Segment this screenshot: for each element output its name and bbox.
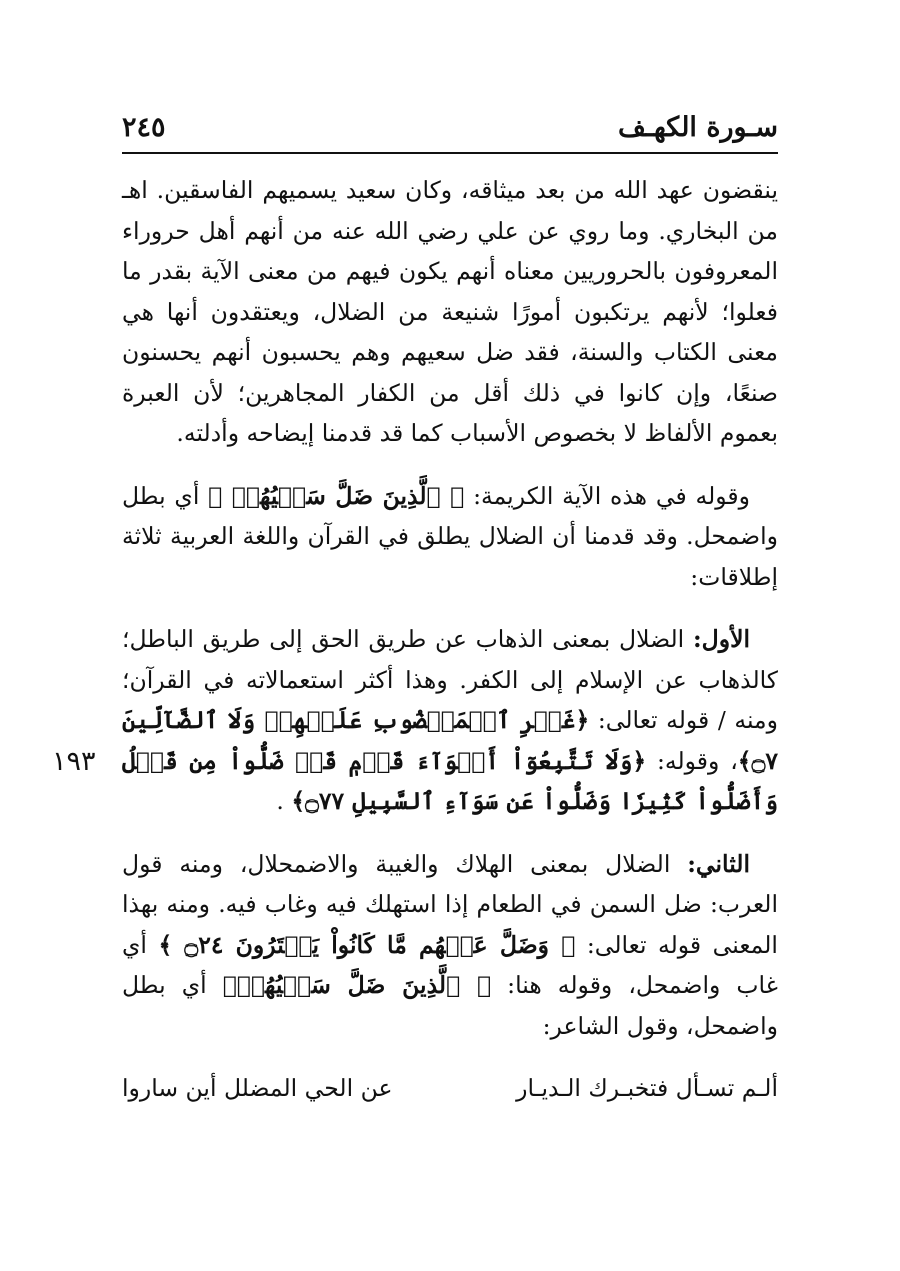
- paragraph-3: [122, 619, 778, 822]
- quran-quote: ﴿ ٱلَّذِينَ ضَلَّ سَعۡيُهُمۡ ﴾: [208, 481, 465, 510]
- paragraph-3-end: .: [276, 787, 284, 815]
- quran-quote: ﴿ ٱلَّذِينَ ضَلَّ سَعۡيُهُمۡ﴾: [222, 971, 492, 999]
- paragraph-4-text2: أي غاب واضمحل، وقوله هنا:: [122, 930, 778, 999]
- second-meaning-label: الثاني:: [687, 849, 750, 878]
- poetry-verse: [122, 1068, 778, 1109]
- quran-quote: ﴿غَيۡرِ ٱلۡمَغۡضُوبِ عَلَيۡهِمۡ وَلَا ٱلضَّآلِّينَ ۝٧﴾: [122, 706, 778, 775]
- margin-page-number: ١٩٣: [52, 746, 96, 777]
- page-body: [122, 170, 778, 1109]
- paragraph-3-text1: الضلال بمعنى الذهاب عن طريق الحق إلى طريق الباطل؛ كالذهاب عن الإسلام إلى الكفر. وهذا أكثر استعمالاته في القرآن؛ ومنه / قوله تعالى:: [122, 625, 778, 734]
- quran-quote: ﴿وَلَا تَتَّبِعُوٓاْ أَهۡوَآءَ قَوۡمٖ قَدۡ ضَلُّواْ مِن قَبۡلُ وَأَضَلُّواْ كَثِيرٗا وَضَلُّواْ عَن سَوَآءِ ٱلسَّبِيلِ ۝٧٧﴾: [122, 746, 778, 815]
- verse-second-hemistich: عن الحي المضلل أين ساروا: [122, 1074, 393, 1102]
- header-rule: [122, 152, 778, 154]
- first-meaning-label: الأول:: [692, 625, 750, 653]
- paragraph-2: [122, 476, 778, 598]
- paragraph-2-lead: وقوله في هذه الآية الكريمة:: [473, 481, 750, 510]
- paragraph-4: [122, 844, 778, 1047]
- paragraph-4-text3: أي بطل واضمحل، وقول الشاعر:: [122, 971, 778, 1040]
- page-number: ٢٤٥: [122, 112, 166, 143]
- surah-title: سـورة الكهـف: [617, 112, 778, 143]
- paragraph-4-text1: الضلال بمعنى الهلاك والغيبة والاضمحلال، ومنه قول العرب: ضل السمن في الطعام إذا استهلك فيه وغاب فيه. ومنه بهذا المعنى قوله تعالى:: [122, 849, 778, 959]
- verse-first-hemistich: ألـم تسـأل فتخبـرك الـديـار: [516, 1074, 778, 1102]
- paragraph-2-rest: أي بطل واضمحل. وقد قدمنا أن الضلال يطلق في القرآن واللغة العربية ثلاثة إطلاقات:: [122, 481, 778, 591]
- paragraph-3-text2: ، وقوله:: [656, 746, 738, 775]
- paragraph-1: ينقضون عهد الله من بعد ميثاقه، وكان سعيد يسميهم الفاسقين. اهـ من البخاري. وما روي عن علي رضي الله عنه من أنهم أهل حروراء المعروفون بالحروريين معناه أنهم يكون فيهم من معنى الآية بقدر ما فعلوا؛ لأنهم يرتكبون أمورًا شنيعة من الضلال، ويعتقدون أنها هي معنى الكتاب والسنة، فقد ضل سعيهم وهم يحسبون أنهم يحسنون صنعًا، وإن كانوا في ذلك أقل من الكفار المجاهرين؛ لأن العبرة بعموم الألفاظ لا بخصوص الأسباب كما قد قدمنا إيضاحه وأدلته.: [122, 176, 778, 447]
- quran-quote: ﴿ وَضَلَّ عَنۡهُم مَّا كَانُواْ يَفۡتَرُونَ ۝٢٤ ﴾: [158, 930, 576, 959]
